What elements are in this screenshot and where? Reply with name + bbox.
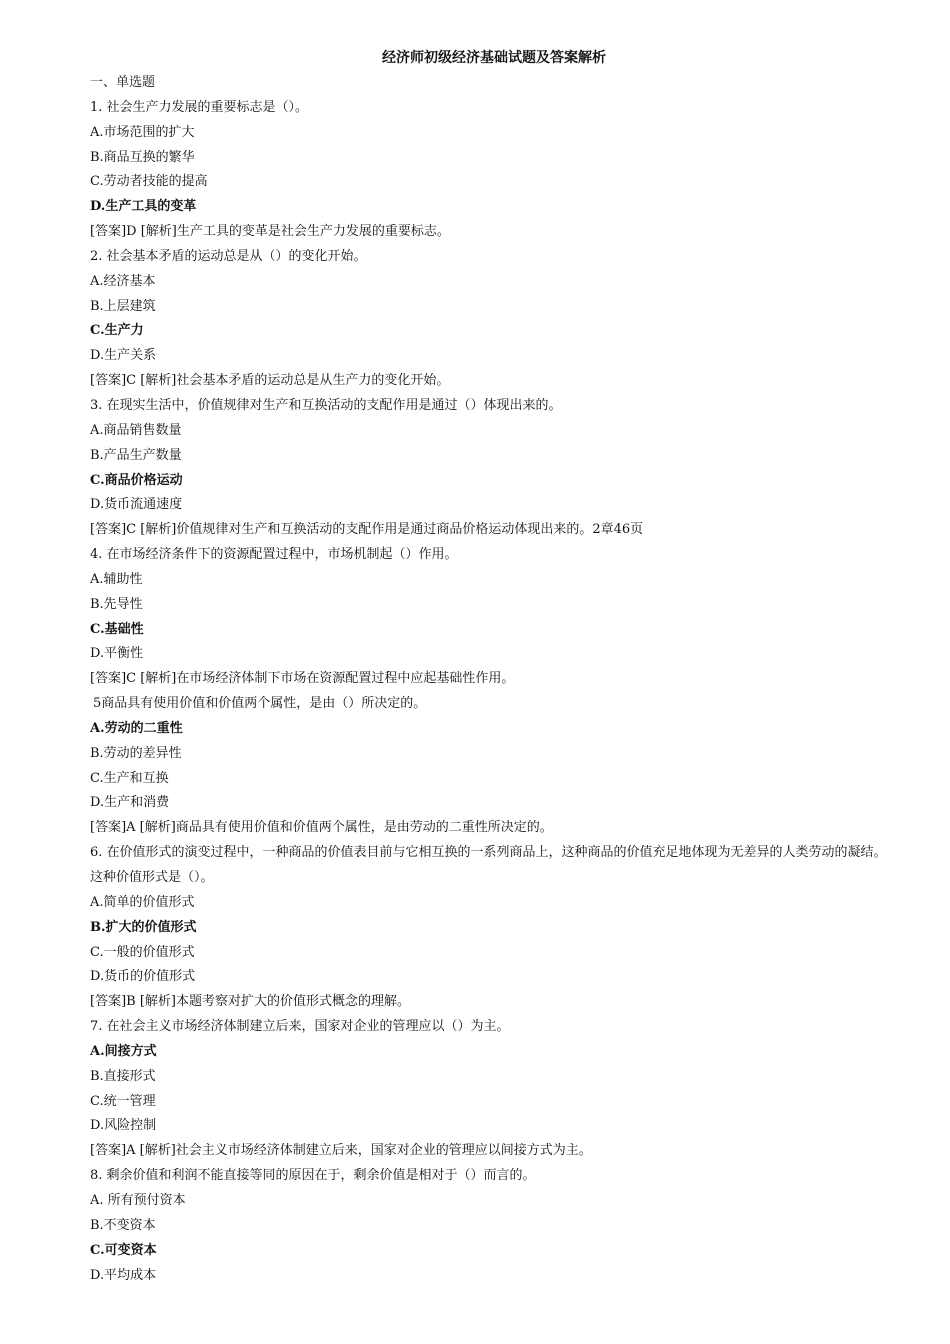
option: D.生产和消费 xyxy=(90,795,170,811)
question-list xyxy=(90,96,890,1289)
question-text: 3. 在现实生活中，价值规律对生产和互换活动的支配作用是通过（）体现出来的。 xyxy=(90,397,562,413)
page-title: 经济师初级经济基础试题及答案解析 xyxy=(382,50,606,66)
option-correct: D.生产工具的变革 xyxy=(90,199,197,215)
question-text: 4. 在市场经济条件下的资源配置过程中，市场机制起（）作用。 xyxy=(90,547,458,563)
option: D.风险控制 xyxy=(90,1118,157,1134)
option: A. 所有预付资本 xyxy=(90,1192,186,1208)
option: A.市场范围的扩大 xyxy=(90,124,195,140)
answer-explanation: [答案]C [解析]社会基本矛盾的运动总是从生产力的变化开始。 xyxy=(90,373,450,389)
option-correct: C.可变资本 xyxy=(90,1242,157,1258)
question-text: 6. 在价值形式的演变过程中，一种商品的价值表目前与它相互换的一系列商品上，这种商品的价值充足地体现为无差异的人类劳动的凝结。这种价值形式是（）。 xyxy=(90,845,887,885)
option-correct: C.商品价格运动 xyxy=(90,472,183,488)
question-block xyxy=(90,394,890,543)
question-block xyxy=(90,1164,890,1288)
option: A.商品销售数量 xyxy=(90,422,182,438)
answer-explanation: [答案]A [解析]商品具有使用价值和价值两个属性，是由劳动的二重性所决定的。 xyxy=(90,820,553,836)
option: D.平均成本 xyxy=(90,1267,157,1283)
option-correct: A.间接方式 xyxy=(90,1043,157,1059)
question-text: 7. 在社会主义市场经济体制建立后来，国家对企业的管理应以（）为主。 xyxy=(90,1019,510,1035)
option-correct: C.基础性 xyxy=(90,621,144,637)
option: B.劳动的差异性 xyxy=(90,745,182,761)
option: D.生产关系 xyxy=(90,348,157,364)
option: C.劳动者技能的提高 xyxy=(90,174,208,190)
option: B.直接形式 xyxy=(90,1068,156,1084)
option: B.产品生产数量 xyxy=(90,447,182,463)
option: B.不变资本 xyxy=(90,1217,156,1233)
question-text: 5商品具有使用价值和价值两个属性，是由（）所决定的。 xyxy=(93,696,427,712)
option-correct: C.生产力 xyxy=(90,323,144,339)
option: C.统一管理 xyxy=(90,1093,156,1109)
option-correct: B.扩大的价值形式 xyxy=(90,919,197,935)
question-text: 8. 剩余价值和利润不能直接等同的原因在于，剩余价值是相对于（）而言的。 xyxy=(90,1168,536,1184)
option: D.货币的价值形式 xyxy=(90,969,196,985)
answer-explanation: [答案]C [解析]价值规律对生产和互换活动的支配作用是通过商品价格运动体现出来的。2章46页 xyxy=(90,522,644,538)
question-block xyxy=(90,96,890,245)
document xyxy=(90,46,890,1288)
question-text: 1. 社会生产力发展的重要标志是（）。 xyxy=(90,99,309,115)
answer-explanation: [答案]B [解析]本题考察对扩大的价值形式概念的理解。 xyxy=(90,994,410,1010)
option: D.平衡性 xyxy=(90,646,144,662)
question-text: 2. 社会基本矛盾的运动总是从（）的变化开始。 xyxy=(90,248,367,264)
answer-explanation: [答案]A [解析]社会主义市场经济体制建立后来，国家对企业的管理应以间接方式为主。 xyxy=(90,1143,592,1159)
question-block xyxy=(90,1015,890,1164)
option: C.生产和互换 xyxy=(90,770,169,786)
question-block xyxy=(90,543,890,692)
question-block xyxy=(90,841,890,1015)
question-block xyxy=(90,245,890,394)
option: A.经济基本 xyxy=(90,273,156,289)
option: D.货币流通速度 xyxy=(90,497,183,513)
option: B.先导性 xyxy=(90,596,143,612)
option: A.简单的价值形式 xyxy=(90,894,195,910)
answer-explanation: [答案]D [解析]生产工具的变革是社会生产力发展的重要标志。 xyxy=(90,224,450,240)
option: B.商品互换的繁华 xyxy=(90,149,195,165)
option-correct: A.劳动的二重性 xyxy=(90,720,183,736)
section-heading: 一、单选题 xyxy=(90,75,156,90)
answer-explanation: [答案]C [解析]在市场经济体制下市场在资源配置过程中应起基础性作用。 xyxy=(90,671,515,687)
option: A.辅助性 xyxy=(90,571,143,587)
question-block xyxy=(90,692,890,841)
option: C.一般的价值形式 xyxy=(90,944,195,960)
option: B.上层建筑 xyxy=(90,298,156,314)
